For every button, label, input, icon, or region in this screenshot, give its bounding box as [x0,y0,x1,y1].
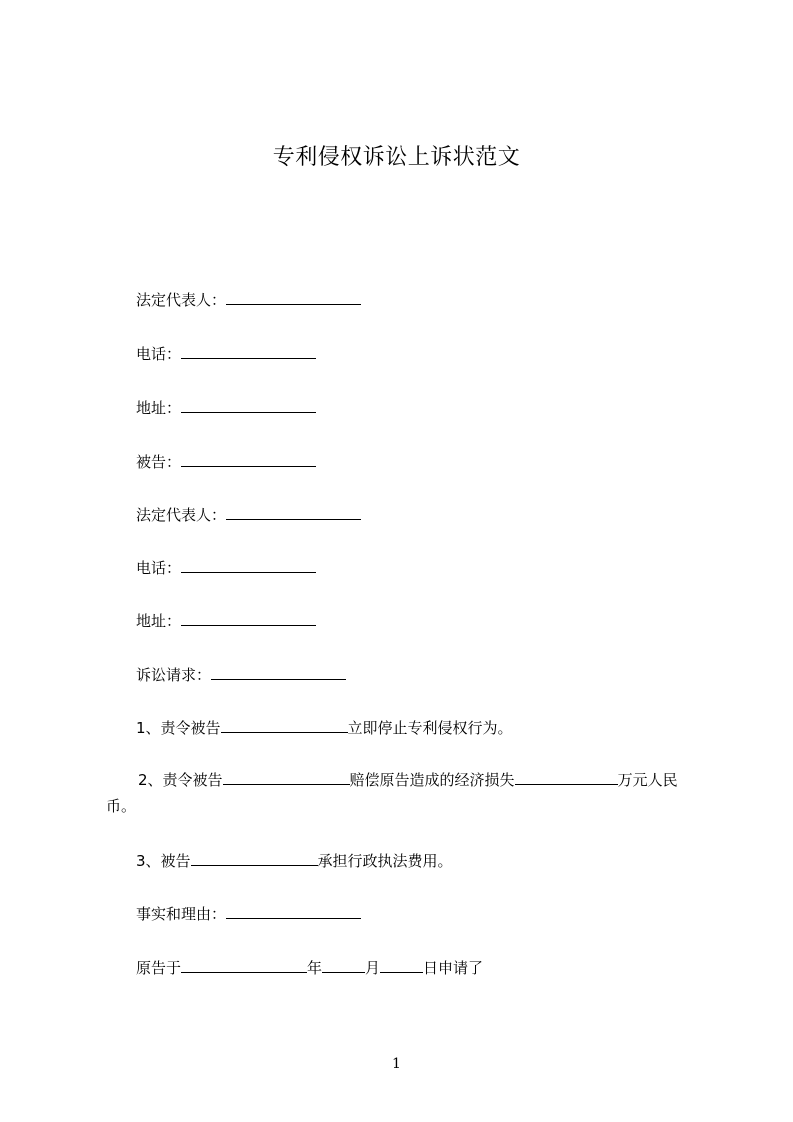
defendant-address-line [136,611,316,631]
defendant-line [136,452,316,472]
fill-blank [181,958,307,973]
claim-text: 万元人民 [617,771,678,789]
date-text: 年 [307,959,323,977]
date-text: 月 [365,959,381,977]
field-label: 被告： [136,453,182,471]
field-label: 地址： [136,399,182,417]
field-label: 事实和理由： [136,905,227,923]
fill-blank [181,398,316,413]
litigation-request-line [136,665,346,685]
field-label: 电话： [136,559,182,577]
fill-blank [515,770,618,785]
facts-and-reasons-line [136,904,361,924]
fill-blank [181,611,316,626]
fill-blank [322,958,365,973]
field-label: 法定代表人： [136,291,227,309]
defendant-legal-rep-line [136,505,361,525]
fill-blank [226,290,361,305]
claim-2 [106,767,706,819]
field-label: 诉讼请求： [136,666,212,684]
fill-blank [226,904,361,919]
field-label: 电话： [136,345,182,363]
field-label: 法定代表人： [136,506,227,524]
plaintiff-phone-line [136,344,316,364]
fill-blank [211,665,346,680]
claim-text: 立即停止专利侵权行为。 [347,719,513,737]
claim-text: 3、被告 [136,852,191,870]
fill-blank [226,505,361,520]
claim-2-line-1 [106,767,706,793]
plaintiff-address-line [136,398,316,418]
document-title: 专利侵权诉讼上诉状范文 [272,145,521,170]
date-line [136,958,483,978]
page-number: 1 [392,1056,401,1072]
fill-blank [191,851,318,866]
fill-blank [181,452,316,467]
fill-blank [223,770,350,785]
field-label: 地址： [136,612,182,630]
claim-3 [136,851,453,871]
fill-blank [380,958,423,973]
date-text: 日申请了 [423,959,484,977]
fill-blank [181,344,316,359]
claim-1 [136,718,513,738]
fill-blank [221,718,348,733]
claim-text: 赔偿原告造成的经济损失 [349,771,515,789]
claim-2-line-2: 币。 [106,797,137,815]
claim-text: 承担行政执法费用。 [317,852,453,870]
defendant-phone-line [136,558,316,578]
date-text: 原告于 [136,959,182,977]
plaintiff-legal-rep-line [136,290,361,310]
claim-text: 1、责令被告 [136,719,221,737]
claim-text: 2、责令被告 [138,771,223,789]
fill-blank [181,558,316,573]
